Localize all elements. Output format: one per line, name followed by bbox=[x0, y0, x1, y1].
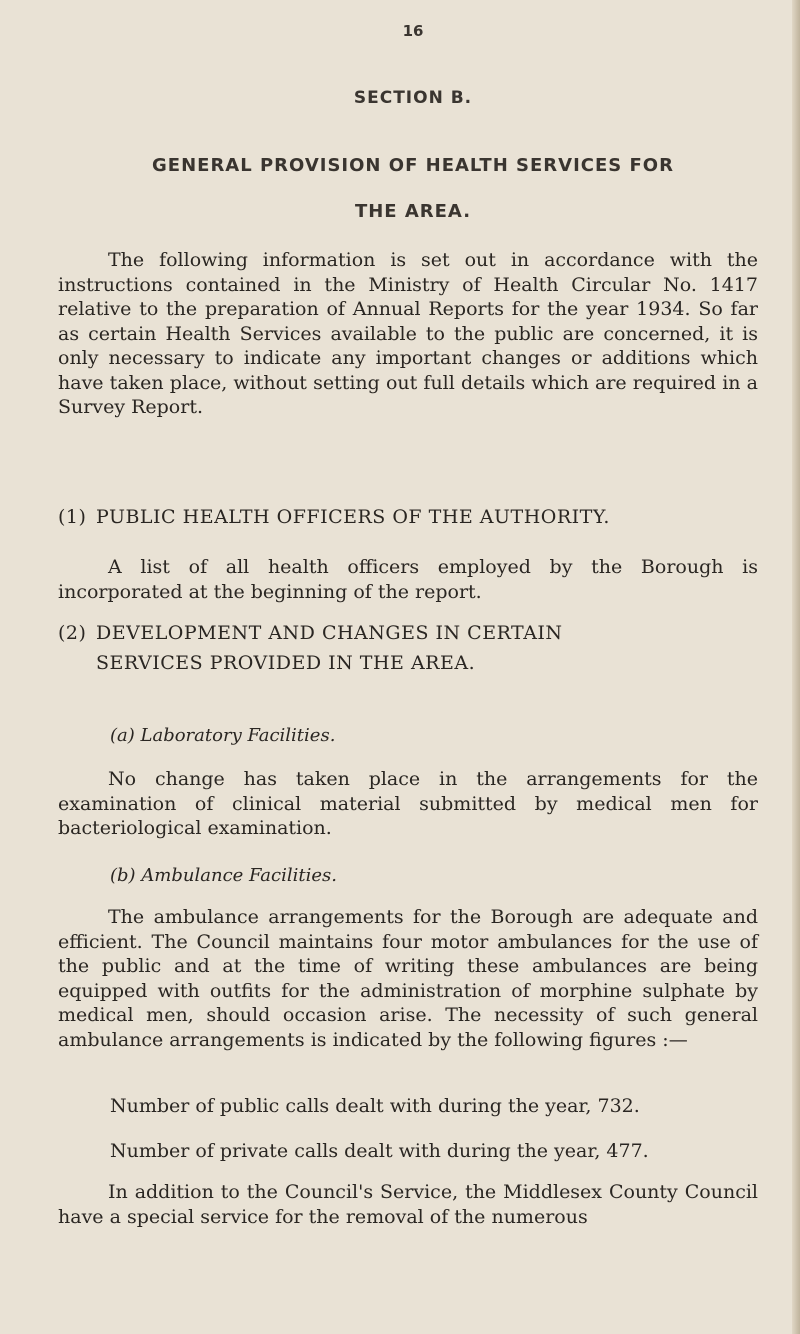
page-title bbox=[78, 143, 748, 235]
item-a-title: Laboratory Facilities. bbox=[140, 725, 336, 746]
item-a-heading bbox=[110, 725, 335, 746]
page-edge bbox=[792, 0, 800, 1334]
section-1-heading bbox=[58, 502, 768, 532]
item-b-continuation: In addition to the Council's Service, the Middlesex County Council have a special service for the removal of the numerous bbox=[58, 1181, 758, 1228]
item-b-title: Ambulance Facilities. bbox=[141, 865, 337, 886]
private-calls-stat: Number of private calls dealt with during the year, 477. bbox=[110, 1140, 649, 1162]
section-2-title-line-2: SERVICES PROVIDED IN THE AREA. bbox=[96, 652, 476, 674]
page-number: 16 bbox=[402, 22, 424, 40]
section-2-heading bbox=[58, 618, 768, 678]
item-b-heading bbox=[110, 865, 337, 886]
item-a-label: (a) bbox=[110, 725, 135, 746]
section-2-title-line-1: DEVELOPMENT AND CHANGES IN CERTAIN bbox=[96, 622, 563, 644]
section-1-number: (1) bbox=[58, 506, 87, 528]
page-title-line-1: GENERAL PROVISION OF HEALTH SERVICES FOR bbox=[152, 155, 674, 176]
intro-paragraph: The following information is set out in accordance with the instructions contained in the Ministry of Health Circular No. 1417 relative to the preparation of Annual Reports for the year 1934. So far as certain Health Services available to the public are concerned, it is only necessary to indicate any important changes or additions which have taken place, without setting out full details which are required in a Survey Report. bbox=[58, 249, 758, 418]
item-a-body: No change has taken place in the arrangements for the examination of clinical material submitted by medical men for bacteriological examination. bbox=[58, 768, 758, 839]
section-2-number: (2) bbox=[58, 622, 87, 644]
section-label: SECTION B. bbox=[353, 88, 473, 108]
public-calls-stat: Number of public calls dealt with during the year, 732. bbox=[110, 1095, 640, 1117]
section-1-title: PUBLIC HEALTH OFFICERS OF THE AUTHORITY. bbox=[96, 506, 610, 528]
item-b-body: The ambulance arrangements for the Borough are adequate and efficient. The Council maintains four motor ambulances for the use of the public and at the time of writing these ambulances are being equipped with outfits for the administration of morphine sulphate by medical men, should occasion arise. The necessity of such general ambulance arrangements is indicated by the following figures :— bbox=[58, 906, 758, 1051]
page-title-line-2: THE AREA. bbox=[354, 201, 472, 222]
item-b-label: (b) bbox=[110, 865, 136, 886]
section-1-body: A list of all health officers employed by the Borough is incorporated at the beginning of the report. bbox=[58, 556, 758, 603]
